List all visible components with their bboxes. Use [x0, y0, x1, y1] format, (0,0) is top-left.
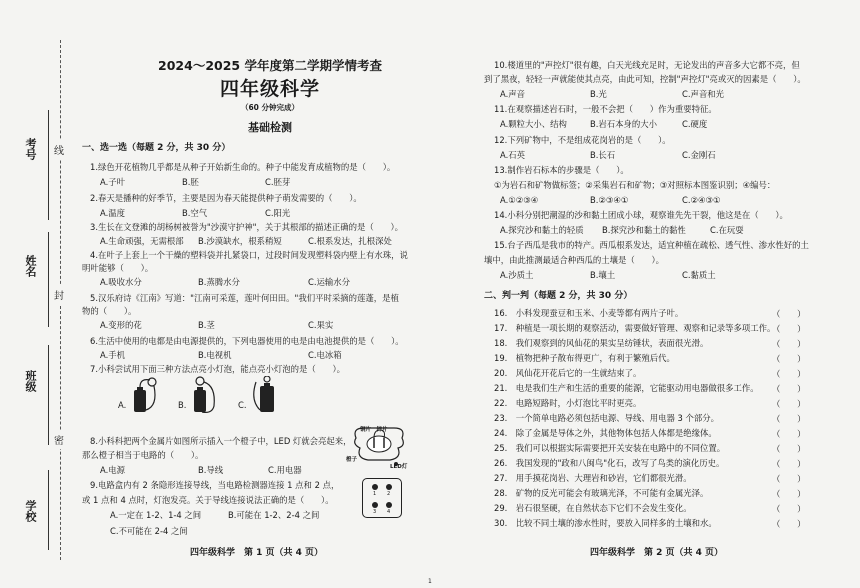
- judge-19-answer[interactable]: （ ）: [772, 354, 806, 364]
- question-13-stem: 13.制作岩石标本的步骤是（ ）。: [494, 165, 629, 175]
- seal-mark-2: 封: [54, 285, 64, 304]
- orange-figure-top-label: 铜片 锌片: [360, 427, 388, 433]
- judge-27: 27. 用手摸花岗岩、大理岩和砂岩，它们都很光滑。: [494, 473, 692, 483]
- circuit-figure-c: [248, 376, 284, 418]
- question-6-stem: 6.生活中使用的电都是由电源提供的，下列电器使用的电是由电池提供的是（ ）。: [90, 336, 404, 346]
- judge-28: 28. 矿物的反光可能会有玻璃光泽，不可能有金属光泽。: [494, 488, 709, 498]
- judge-21-answer[interactable]: （ ）: [772, 384, 806, 394]
- question-10-option-c[interactable]: C.声音和光: [682, 89, 725, 99]
- question-7-stem: 7.小科尝试用下面三种方法点亮小灯泡，能点亮小灯泡的是（ ）。: [90, 364, 346, 374]
- question-3-option-b[interactable]: B.沙漠缺水，根系稍短: [198, 236, 282, 246]
- part-1-heading: 一、选一选（每题 2 分，共 30 分）: [82, 143, 231, 153]
- question-12-option-b[interactable]: B.长石: [590, 150, 616, 160]
- question-5-stem-cont: 物的（ ）。: [82, 306, 137, 316]
- judge-21: 21. 电是我们生产和生活的重要的能源，它能驱动用电器做很多工作。: [494, 383, 759, 393]
- judge-22-answer[interactable]: （ ）: [772, 399, 806, 409]
- name-line: [48, 232, 49, 327]
- subject-title: 四年级科学: [219, 78, 320, 100]
- question-2-option-a[interactable]: A.温度: [100, 208, 125, 218]
- question-7-option-c[interactable]: C.: [238, 400, 247, 410]
- question-4-stem: 4.在叶子上套上一个干燥的塑料袋并扎紧袋口，过段时间发现塑料袋内壁上有水珠，说: [90, 250, 408, 260]
- judge-25-answer[interactable]: （ ）: [772, 444, 806, 454]
- judge-19: 19. 植物把种子散布得更广，有利于繁殖后代。: [494, 353, 675, 363]
- judge-26-answer[interactable]: （ ）: [772, 459, 806, 469]
- question-5-stem: 5.汉乐府诗《江南》写道："江南可采莲，莲叶何田田。"我们平时采摘的莲蓬，是植: [90, 293, 399, 303]
- question-5-option-a[interactable]: A.变形的花: [100, 320, 142, 330]
- judge-18-answer[interactable]: （ ）: [772, 339, 806, 349]
- judge-23: 23. 一个简单电路必须包括电源、导线、用电器 3 个部分。: [494, 413, 719, 423]
- question-8-option-a[interactable]: A.电源: [100, 465, 125, 475]
- question-14-option-a[interactable]: A.探究沙和黏土的轻质: [500, 225, 584, 235]
- question-2-option-c[interactable]: C.阳光: [265, 208, 291, 218]
- question-9-option-a[interactable]: A.一定在 1-2、1-4 之间: [110, 510, 202, 520]
- question-9-stem: 9.电路盒内有 2 条隐形连接导线，当电路检测器连接 1 点和 2 点，: [90, 480, 340, 490]
- class-line: [48, 345, 49, 445]
- question-4-option-c[interactable]: C.运输水分: [308, 277, 351, 287]
- judge-20-answer[interactable]: （ ）: [772, 369, 806, 379]
- question-8-option-b[interactable]: B.导线: [198, 465, 224, 475]
- page-1-column: [80, 0, 470, 588]
- question-7-option-a[interactable]: A.: [118, 400, 127, 410]
- question-10-stem-cont: 到了黑夜，轻轻一声就能使其点亮，由此可知，控制"声控灯"亮或灭的因素是（ ）。: [484, 74, 806, 84]
- judge-30-answer[interactable]: （ ）: [772, 519, 806, 529]
- page-mark: 1: [428, 578, 432, 585]
- question-15-stem-cont: 壤中，由此推测最适合种西瓜的土壤是（ ）。: [484, 255, 665, 265]
- question-3-option-a[interactable]: A.生命顽强，无需根部: [100, 236, 184, 246]
- question-11-option-b[interactable]: B.岩石本身的大小: [590, 119, 658, 129]
- judge-25: 25. 我们可以根据实际需要把开关安装在电路中的不同位置。: [494, 443, 726, 453]
- judge-16: 16. 小科发现蚕豆和玉米、小麦等都有两片子叶。: [494, 308, 684, 318]
- contact-label-3: 3: [373, 509, 377, 515]
- question-3-option-c[interactable]: C.根系发达，扎根深处: [308, 236, 392, 246]
- question-1-option-a[interactable]: A.子叶: [100, 177, 125, 187]
- question-7-option-b[interactable]: B.: [178, 400, 187, 410]
- question-15-stem: 15.台子西瓜是我市的特产。西瓜根系发达，适宜种植在疏松、透气性、渗水性好的土: [494, 240, 809, 250]
- question-4-option-b[interactable]: B.蒸腾水分: [198, 277, 240, 287]
- question-13-option-a[interactable]: A.①②③④: [500, 195, 539, 205]
- judge-26: 26. 我国发现的"政和八闽鸟"化石，改写了鸟类的演化历史。: [494, 458, 725, 468]
- exam-no-label: 考号: [24, 138, 37, 160]
- question-13-option-b[interactable]: B.②③④①: [590, 195, 629, 205]
- class-label: 班级: [24, 370, 37, 392]
- school-line: [48, 470, 49, 550]
- judge-17: 17. 种植是一项长期的观察活动，需要做好管理、观察和记录等多项工作。: [494, 323, 776, 333]
- question-11-option-a[interactable]: A.颗粒大小、结构: [500, 119, 567, 129]
- judge-29: 29. 岩石很坚硬，在自然状态下它们不会发生变化。: [494, 503, 692, 513]
- question-10-stem: 10.楼道里的"声控灯"很有趣，白天光线充足时，无论发出的声音多大它都不亮，但: [494, 60, 800, 70]
- judge-28-answer[interactable]: （ ）: [772, 489, 806, 499]
- question-8-stem: 8.小科科把两个金属片如图所示插入一个橙子中，LED 灯就会亮起来，: [90, 436, 352, 446]
- judge-18: 18. 我们观察到的风仙花的果实呈纺锤状，表面很光滑。: [494, 338, 709, 348]
- question-1-option-b[interactable]: B.胚: [182, 177, 199, 187]
- exam-title: 2024～2025 学年度第二学期学情考查: [158, 58, 382, 73]
- question-15-option-b[interactable]: B.壤土: [590, 270, 616, 280]
- judge-24-answer[interactable]: （ ）: [772, 429, 806, 439]
- question-4-option-a[interactable]: A.吸收水分: [100, 277, 142, 287]
- question-6-option-a[interactable]: A.手机: [100, 350, 125, 360]
- question-3-stem: 3.生长在文登滩的胡杨树被誉为"沙漠守护神"，关于其根部的描述正确的是（ ）。: [90, 222, 403, 232]
- question-13-stem-cont: ①为岩石和矿物做标签；②采集岩石和矿物；③对照标本图鉴识别；④编号：: [494, 180, 776, 190]
- question-5-option-b[interactable]: B.茎: [198, 320, 215, 330]
- question-12-stem: 12.下列矿物中，不是组成花岗岩的是（ ）。: [494, 135, 671, 145]
- judge-23-answer[interactable]: （ ）: [772, 414, 806, 424]
- judge-29-answer[interactable]: （ ）: [772, 504, 806, 514]
- question-6-option-b[interactable]: B.电视机: [198, 350, 232, 360]
- question-11-stem: 11.在观察描述岩石时，一般不会把（ ）作为重要特征。: [494, 104, 717, 114]
- question-11-option-c[interactable]: C.硬度: [682, 119, 708, 129]
- question-2-option-b[interactable]: B.空气: [182, 208, 208, 218]
- question-1-stem: 1.绿色开花植物几乎都是从种子开始新生命的。种子中能发育成植物的是（ ）。: [90, 162, 396, 172]
- contact-label-2: 2: [387, 491, 391, 497]
- question-9-option-c[interactable]: C.不可能在 2-4 之间: [110, 526, 188, 536]
- section-header: 基础检测: [248, 121, 292, 134]
- question-12-option-c[interactable]: C.金刚石: [682, 150, 716, 160]
- judge-17-answer[interactable]: （ ）: [772, 324, 806, 334]
- question-9-option-b[interactable]: B.可能在 1-2、2-4 之间: [228, 510, 320, 520]
- question-10-option-a[interactable]: A.声音: [500, 89, 525, 99]
- question-14-option-b[interactable]: B.探究沙和黏土的黏性: [602, 225, 686, 235]
- contact-label-4: 4: [387, 509, 391, 515]
- seal-mark-3: 密: [54, 430, 64, 449]
- judge-20: 20. 风仙花开花后它的一生就结束了。: [494, 368, 642, 378]
- question-8-option-c[interactable]: C.用电器: [268, 465, 302, 475]
- question-12-option-a[interactable]: A.石英: [500, 150, 525, 160]
- school-label: 学校: [24, 500, 37, 522]
- circuit-figure-a: [126, 376, 162, 418]
- seal-mark-1: 线: [54, 140, 64, 159]
- question-9-stem-cont: 或 1 点和 4 点时，灯泡发亮。关于导线连接说法正确的是（ ）。: [82, 495, 334, 505]
- name-label: 姓名: [24, 255, 37, 277]
- binding-strip: [0, 0, 78, 588]
- judge-24: 24. 除了金属是导体之外，其他物体包括人体都是绝缘体。: [494, 428, 717, 438]
- page-2-column: [482, 0, 852, 588]
- judge-16-answer[interactable]: （ ）: [772, 309, 806, 319]
- judge-30: 30. 比较不同土壤的渗水性时，要放入同样多的土壤和水。: [494, 518, 717, 528]
- question-14-option-c[interactable]: C.在玩耍: [710, 225, 744, 235]
- judge-27-answer[interactable]: （ ）: [772, 474, 806, 484]
- question-13-option-c[interactable]: C.②④③①: [682, 195, 721, 205]
- question-15-option-a[interactable]: A.沙质土: [500, 270, 534, 280]
- circuit-figure-b: [186, 376, 222, 418]
- question-2-stem: 2.春天是播种的好季节，主要是因为春天能提供种子萌发需要的（ ）。: [90, 193, 362, 203]
- question-10-option-b[interactable]: B.光: [590, 89, 607, 99]
- contact-label-1: 1: [373, 491, 377, 497]
- judge-22: 22. 电路短路时，小灯泡比平时更亮。: [494, 398, 642, 408]
- question-5-option-c[interactable]: C.果实: [308, 320, 334, 330]
- question-8-stem-cont: 那么橙子相当于电路的（ ）。: [82, 450, 204, 460]
- orange-figure-bottom-label: 橙子: [346, 457, 358, 463]
- question-6-option-c[interactable]: C.电冰箱: [308, 350, 342, 360]
- page-1-footer: 四年级科学 第 1 页（共 4 页）: [190, 548, 324, 558]
- exam-no-line: [48, 110, 49, 220]
- part-2-heading: 二、判一判（每题 2 分，共 30 分）: [484, 291, 633, 301]
- page-2-footer: 四年级科学 第 2 页（共 4 页）: [590, 548, 724, 558]
- question-14-stem: 14.小科分别把潮湿的沙和黏土团成小球，观察谁先先干裂，他这是在（ ）。: [494, 210, 788, 220]
- time-note: （60 分钟完成）: [240, 103, 300, 112]
- circuit-box-figure: [362, 478, 402, 518]
- question-1-option-c[interactable]: C.胚芽: [265, 177, 291, 187]
- question-15-option-c[interactable]: C.黏质土: [682, 270, 716, 280]
- led-label: LED灯: [390, 464, 408, 470]
- question-4-stem-cont: 明叶能够（ ）。: [82, 263, 154, 273]
